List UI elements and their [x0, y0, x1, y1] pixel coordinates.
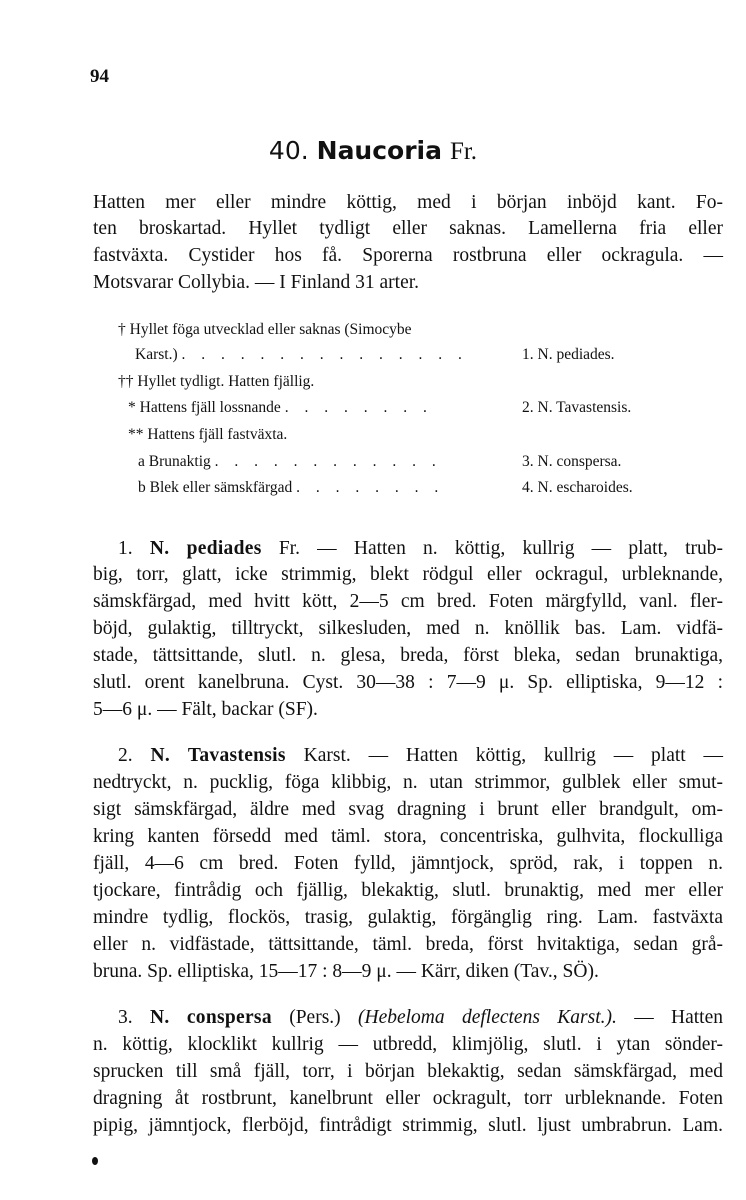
- key-result: 2. N. Tavastensis.: [522, 399, 632, 416]
- key-result: 3. N. conspersa.: [522, 453, 622, 470]
- species-text-line: dragning åt rostbrunt, kanelbrunt eller ockragult, torr urbleknande. Foten: [93, 1088, 723, 1109]
- species-text-line: mindre tydlig, flockös, trasig, gulaktig, förgänglig ring. Lam. fastväxta: [93, 907, 723, 928]
- species-text-line: tjockare, fintrådig och fjällig, blekaktig, slutl. brunaktig, med mer eller: [93, 880, 723, 901]
- key-entry: † Hyllet föga utvecklad eller saknas (Simocybe: [118, 321, 412, 338]
- key-entry: †† Hyllet tydligt. Hatten fjällig.: [118, 373, 315, 390]
- species-header-line: 2. N. Tavastensis Karst. — Hatten köttig, kullrig — platt —: [118, 745, 724, 766]
- species-text-line: n. köttig, klocklikt kullrig — utbredd, klimjölig, slutl. i ytan sönder-: [93, 1034, 723, 1055]
- key-result: 1. N. pediades.: [522, 346, 615, 363]
- species-text-line: 5—6 μ. — Fält, backar (SF).: [93, 699, 318, 720]
- species-text-line: bruna. Sp. elliptiska, 15—17 : 8—9 μ. — Kärr, diken (Tav., SÖ).: [93, 961, 599, 982]
- key-result: 4. N. escharoides.: [522, 479, 633, 496]
- species-name: Tavastensis: [187, 745, 286, 766]
- genus-name: Naucoria: [316, 136, 442, 165]
- intro-line: Hatten mer eller mindre köttig, med i början inböjd kant. Fo-: [93, 192, 723, 213]
- intro-line: ten broskartad. Hyllet tydligt eller saknas. Lamellerna fria eller: [93, 218, 723, 239]
- intro-line: Motsvarar Collybia. — I Finland 31 arter.: [93, 272, 420, 293]
- species-synonym: (Hebeloma deflectens Karst.).: [358, 1007, 617, 1028]
- key-entry: a Brunaktig . . . . . . . . . . . .: [138, 453, 442, 470]
- page-number: 94: [90, 66, 109, 87]
- ink-spot: [92, 1157, 98, 1165]
- genus-heading: [0, 136, 746, 166]
- key-entry: Karst.) . . . . . . . . . . . . . . .: [135, 346, 468, 363]
- genus-number: 40.: [268, 136, 309, 165]
- species-header-line: 1. N. pediades Fr. — Hatten n. köttig, kullrig — platt, trub-: [118, 538, 723, 559]
- species-text-line: big, torr, glatt, icke strimmig, blekt rödgul eller ockragul, urbleknande,: [93, 564, 723, 585]
- key-entry: ** Hattens fjäll fastväxta.: [128, 426, 288, 443]
- intro-line: fastväxta. Cystider hos få. Sporerna rostbruna eller ockragula. —: [93, 245, 723, 266]
- species-text-line: nedtryckt, n. pucklig, föga klibbig, n. utan strimmor, gulblek eller smut-: [93, 772, 723, 793]
- species-name: pediades: [186, 538, 262, 559]
- species-text-line: böjd, gulaktig, tilltryckt, silkesluden, med n. knöllik bas. Lam. vidfä-: [93, 618, 723, 639]
- species-text-line: slutl. orent kanelbruna. Cyst. 30—38 : 7—9 μ. Sp. elliptiska, 9—12 :: [93, 672, 723, 693]
- genus-author: Fr.: [449, 138, 478, 165]
- species-header-line: 3. N. conspersa (Pers.) (Hebeloma deflectens Karst.). — Hatten: [118, 1007, 723, 1028]
- key-entry: b Blek eller sämskfärgad . . . . . . . .: [138, 479, 445, 496]
- species-text-line: eller n. vidfästade, tättsittande, täml. breda, först hvitaktiga, sedan grå-: [93, 934, 723, 955]
- key-entry: * Hattens fjäll lossnande . . . . . . . .: [128, 399, 433, 416]
- species-text-line: kring kanten försedd med täml. stora, concentriska, gulhvita, flockulliga: [93, 826, 723, 847]
- species-text-line: pipig, jämntjock, flerböjd, fintrådigt strimmig, slutl. ljust umbrabrun. Lam.: [93, 1115, 723, 1136]
- species-text-line: fjäll, 4—6 cm bred. Foten fylld, jämntjock, spröd, rak, i toppen n.: [93, 853, 723, 874]
- species-text-line: sigt sämskfärgad, äldre med svag dragning i brunt eller brandgult, om-: [93, 799, 723, 820]
- species-text-line: sämskfärgad, med hvitt kött, 2—5 cm bred. Foten märgfylld, vanl. fler-: [93, 591, 723, 612]
- species-name: conspersa: [186, 1007, 272, 1028]
- species-text-line: stade, tättsittande, slutl. n. glesa, breda, först bleka, sedan brunaktiga,: [93, 645, 723, 666]
- species-text-line: sprucken till små fjäll, torr, i början blekaktig, sedan sämskfärgad, med: [93, 1061, 723, 1082]
